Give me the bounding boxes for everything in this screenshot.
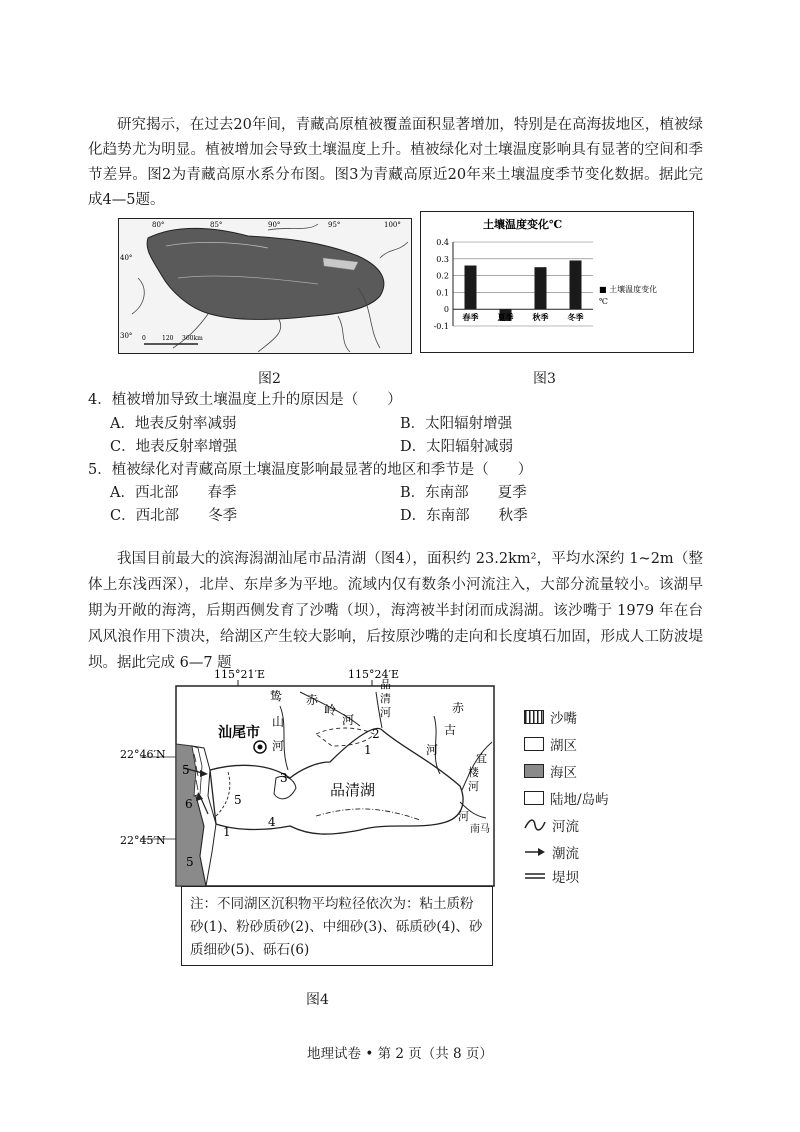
zone-5-north: 5 [182, 763, 190, 777]
zone-5-south: 5 [186, 855, 194, 869]
lat-label-1: 22°46′N [120, 748, 166, 761]
figure-4-map [120, 666, 510, 892]
legend-land-label: 陆地/岛屿 [550, 792, 609, 808]
question-5-option-c[interactable]: C．西北部 冬季 [110, 508, 238, 524]
river-hemei: 河 [458, 810, 469, 823]
legend-dam-label: 堤坝 [552, 870, 579, 886]
figure-4-label: 图4 [306, 992, 329, 1008]
zone-1-north: 1 [364, 743, 372, 757]
intro-text-2: 我国目前最大的滨海潟湖汕尾市品清湖（图4），面积约 23.2km²，平均水深约 1~2m（整体上东浅西深），北岸、东岸多为平地。流域内仅有数条小河流注入，大部分流量较小。该湖早期为开敞的海湾，后期西侧发育了沙嘴（坝），海湾被半封闭而成潟湖。该沙嘴于 1979 年在台风风浪作用下溃决，给湖区产生较大影响，后按原沙嘴的走向和长度填石加固，形成人工防波堤坝。据此完成 6—7 题 [88, 551, 703, 671]
legend-tide [524, 842, 579, 862]
chart-marks [434, 238, 593, 331]
question-5-option-b[interactable]: B．东南部 夏季 [400, 485, 527, 501]
map-tick-40: 40° [120, 254, 133, 262]
lat-label-2: 22°45′N [120, 834, 166, 847]
legend-sandbar [524, 707, 577, 727]
legend-tide-label: 潮流 [552, 846, 579, 862]
lon-label-2: 115°24′E [348, 668, 400, 681]
bar-4 [570, 260, 582, 309]
bar-1 [465, 266, 477, 310]
legend-river-label: 河流 [552, 819, 579, 835]
zone-3: 3 [280, 771, 288, 785]
legend-dam [524, 866, 579, 886]
legend-river [524, 815, 579, 835]
question-5-option-d[interactable]: D．东南部 秋季 [400, 508, 528, 524]
x-tick-label: 冬季 [567, 312, 584, 323]
lake-swatch-icon [524, 737, 544, 751]
river-yilou-1: 宜 [476, 752, 487, 765]
zone-4: 4 [268, 815, 276, 829]
plateau-river-map [118, 218, 412, 354]
y-tick-label: 0.4 [436, 238, 449, 247]
river-pinqing-2: 清 [380, 692, 391, 705]
river-chigu-2: 古 [444, 723, 457, 737]
legend-sandbar-label: 沙嘴 [550, 711, 577, 727]
x-tick-label: 秋季 [532, 312, 549, 323]
intro-paragraph-2 [88, 546, 703, 676]
sea-swatch-icon [524, 764, 544, 778]
question-4-option-b[interactable]: B．太阳辐射增强 [400, 416, 513, 432]
question-5-option-a[interactable]: A．西北部 春季 [110, 485, 237, 501]
map-tick-90: 90° [268, 221, 281, 229]
legend-sea [524, 761, 577, 781]
page-footer: 地理试卷 • 第 2 页（共 8 页） [307, 1046, 493, 1062]
figure-2-map [118, 218, 412, 354]
zone-2: 2 [372, 727, 380, 741]
question-4-option-d[interactable]: D．太阳辐射减弱 [400, 439, 514, 455]
figure-2-label: 图2 [258, 371, 281, 387]
figure-4-note [181, 886, 493, 966]
x-tick-label: 夏季 [497, 312, 514, 323]
river-yilou-2: 楼 [468, 766, 479, 779]
legend-lake-label: 湖区 [550, 738, 577, 754]
river-chijing-2: 岭 [324, 703, 337, 717]
soil-temperature-chart [421, 212, 693, 352]
x-tick-label: 春季 [462, 312, 479, 323]
map-scale-120: 120 [162, 335, 174, 342]
lake-label: 品清湖 [330, 781, 376, 799]
chart-title: 土壤温度变化℃ [483, 218, 563, 231]
figure-3-label: 图3 [533, 371, 556, 387]
bar-3 [535, 267, 547, 309]
legend-land [524, 788, 609, 808]
question-5-stem: 5．植被绿化对青藏高原土壤温度影响最显著的地区和季节是（ ） [88, 462, 533, 478]
intro-text-1: 研究揭示，在过去20年间，青藏高原植被覆盖面积显著增加，特别是在高海拔地区，植被绿化趋势尤为明显。植被增加会导致土壤温度上升。植被绿化对土壤温度影响具有显著的空间和季节差异。图2为青藏高原水系分布图。图3为青藏高原近20年来土壤温度季节变化数据。据此完成4—5题。 [88, 117, 703, 208]
chart-legend-line1: ■ 土壤温度变化 [599, 285, 658, 294]
lon-label-1: 115°21′E [214, 668, 266, 681]
zone-5-center: 5 [234, 793, 242, 807]
river-nanma: 南马 [470, 824, 490, 835]
pinqing-lake-map [120, 666, 510, 892]
map-tick-95: 95° [328, 221, 341, 229]
y-tick-label: 0.3 [436, 254, 449, 264]
map-tick-85: 85° [210, 221, 223, 229]
tide-arrow-icon [524, 845, 546, 859]
map-tick-80: 80° [152, 221, 165, 229]
question-4-option-c[interactable]: C．地表反射率增强 [110, 439, 238, 455]
zone-6: 6 [185, 797, 193, 811]
zone-1-west: 1 [223, 825, 231, 839]
y-tick-label: -0.1 [433, 322, 449, 331]
note-text: 注：不同湖区沉积物平均粒径依次为：粘土质粉砂(1)、粉砂质砂(2)、中细砂(3)、砾质砂(4)、砂质细砂(5)、砾石(6) [190, 896, 483, 958]
river-pinqing-3: 河 [380, 706, 391, 719]
river-chigu-1: 赤 [452, 701, 465, 715]
y-tick-label: 0.2 [436, 271, 449, 281]
sandbar-swatch-icon [524, 710, 544, 724]
y-tick-label: 0.1 [436, 288, 449, 298]
land-swatch-icon [524, 791, 544, 805]
dam-symbol-icon [524, 869, 546, 883]
river-chigu-3: 河 [426, 743, 439, 757]
river-zhishan-2: 山 [272, 715, 285, 729]
river-zhishan-1: 鸷 [270, 689, 283, 703]
figure-3-chart [420, 211, 694, 353]
river-chijing-3: 河 [342, 713, 355, 727]
river-zhishan-3: 河 [272, 739, 285, 753]
river-chijing-1: 赤 [306, 693, 319, 707]
map-tick-100: 100° [384, 221, 401, 229]
intro-paragraph-1 [88, 113, 703, 213]
city-label: 汕尾市 [218, 725, 260, 741]
river-yilou-3: 河 [468, 780, 479, 793]
map-scale-0: 0 [142, 335, 146, 342]
legend-lake [524, 734, 577, 754]
chart-legend-line2: ℃ [599, 297, 608, 306]
y-tick-label: 0 [443, 305, 449, 315]
question-4-option-a[interactable]: A．地表反射率减弱 [110, 416, 237, 432]
legend-sea-label: 海区 [550, 765, 577, 781]
map-scale-360: 360km [182, 335, 203, 342]
map-tick-30: 30° [120, 332, 133, 340]
question-4-stem: 4．植被增加导致土壤温度上升的原因是（ ） [88, 392, 402, 408]
river-symbol-icon [524, 818, 546, 832]
river-pinqing-1: 品 [380, 678, 391, 691]
